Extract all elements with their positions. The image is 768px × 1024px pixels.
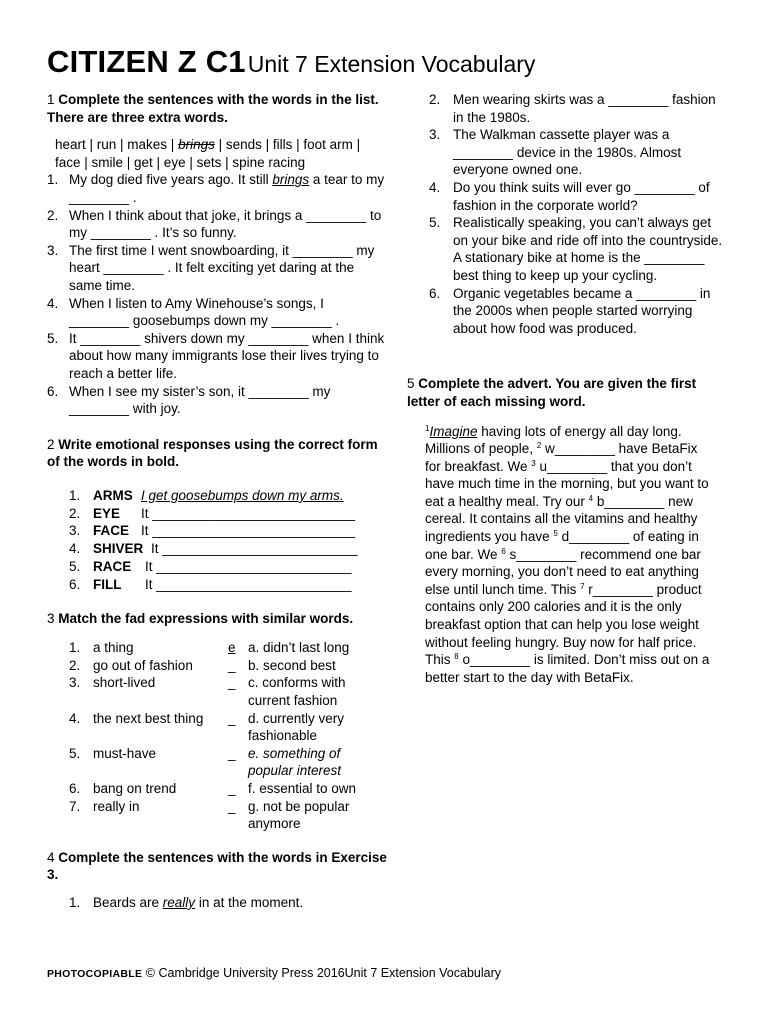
photocopiable-label: PHOTOCOPIABLE xyxy=(47,968,143,980)
exercise-2-heading: 2 Write emotional responses using the correct form of the words in bold. xyxy=(47,436,378,470)
list-item: 5. Realistically speaking, you can’t always get on your bike and ride off into the countryside. A stationary bike at home is the ________ best thing to keep up your cycling. xyxy=(429,215,723,283)
list-item: 1. Beards are really in at the moment. xyxy=(69,894,304,910)
list-item: 4. Do you think suits will ever go ________ of fashion in the corporate world? xyxy=(429,179,710,213)
list-item: 2. When I think about that joke, it brings a ________ to my ________ . It’s so funny. xyxy=(47,207,382,241)
brand-title: CITIZEN Z C1 xyxy=(47,44,246,79)
list-item: 5. It ________ shivers down my ________ when I think about how many immigrants lose their lives trying to reach a better life. xyxy=(47,330,385,381)
exercise-2-list xyxy=(69,487,387,594)
right-column xyxy=(407,91,727,686)
exercise-3-heading: 3 Match the fad expressions with similar words. xyxy=(47,610,354,626)
list-item: 1. ARMS I get goosebumps down my arms. xyxy=(69,487,344,503)
exercise-4-list-left xyxy=(69,894,387,912)
advert-text: $^1$Imagine having lots of energy all day long. Millions of people, $^2$ w________ have BetaFix for breakfast. We $^3$ u________ that you don’t have much time in the morning, but you want to eat a healthy meal. Try our $^4$ b________ new cereal. It contains all the vitamins and healthy ingredients you have $^5$ d________ of eating in one bar. We $^6$ s________ recommend one bar every morning, you don’t need to eat anything else until lunch time. This $^7$ r________ product contains only 200 calories and it is the only breakfast option that can help you lose weight without feeling hungry. Buy now for half price. This $^8$ o________ is limited. Don’t miss out on a better start to the day with BetaFix. xyxy=(425,423,710,685)
list-item: 6. bang on trend _ f. essential to own xyxy=(69,781,357,796)
list-item: 2. Men wearing skirts was a ________ fashion in the 1980s. xyxy=(429,92,716,125)
list-item: 4. When I listen to Amy Winehouse’s songs, I ________ goosebumps down my ________ . xyxy=(47,295,340,329)
list-item: 2. EYE It ___________________________ xyxy=(69,505,355,521)
exercise-4-list-right xyxy=(429,91,727,337)
list-item: 1. a thing e a. didn’t last long xyxy=(69,640,350,656)
list-item: 1. My dog died five years ago. It still brings a tear to my ________ . xyxy=(47,172,385,205)
list-item: 3. FACE It ___________________________ xyxy=(69,523,355,539)
left-column xyxy=(47,91,387,912)
word-list: heart | run | makes | brings | sends | fills | foot arm | face | smile | get | eye | sets | spine racing xyxy=(55,137,361,170)
exercise-5-heading: 5 Complete the advert. You are given the first letter of each missing word. xyxy=(407,376,697,409)
struck-word: brings xyxy=(178,137,215,153)
list-item: 4. SHIVER It __________________________ xyxy=(69,541,358,557)
list-item: 6. When I see my sister’s son, it ________ my ________ with joy. xyxy=(47,383,331,417)
list-item: 5. RACE It __________________________ xyxy=(69,559,352,575)
list-item: 7. really in _ g. not be popular anymore xyxy=(69,798,350,832)
list-item: 3. The Walkman cassette player was a ________ device in the 1980s. Almost everyone owned one. xyxy=(429,127,682,178)
unit-title: Unit 7 Extension Vocabulary xyxy=(247,51,536,77)
page-footer xyxy=(47,966,501,980)
list-item: 3. short-lived _ c. conforms with current fashion xyxy=(69,675,346,709)
list-item: 4. the next best thing _ d. currently very fashionable xyxy=(69,710,345,744)
list-item: 3. The first time I went snowboarding, it ________ my heart ________ . It felt exciting yet daring at the same time. xyxy=(47,242,375,293)
exercise-3-list xyxy=(69,639,387,833)
exercise-1-heading: 1 Complete the sentences with the words in the list. There are three extra words. xyxy=(47,92,379,125)
list-item: 5. must-have _ e. something of popular interest xyxy=(69,745,342,779)
exercise-4-heading: 4 Complete the sentences with the words in Exercise 3. xyxy=(47,849,387,883)
page-title xyxy=(47,44,535,80)
exercise-1-list xyxy=(47,171,387,417)
copyright-text: © Cambridge University Press 2016Unit 7 Extension Vocabulary xyxy=(142,966,501,980)
list-item: 2. go out of fashion _ b. second best xyxy=(69,657,336,673)
list-item: 6. FILL It __________________________ xyxy=(69,576,352,592)
list-item: 6. Organic vegetables became a ________ in the 2000s when people started worrying about how food was produced. xyxy=(429,285,711,336)
